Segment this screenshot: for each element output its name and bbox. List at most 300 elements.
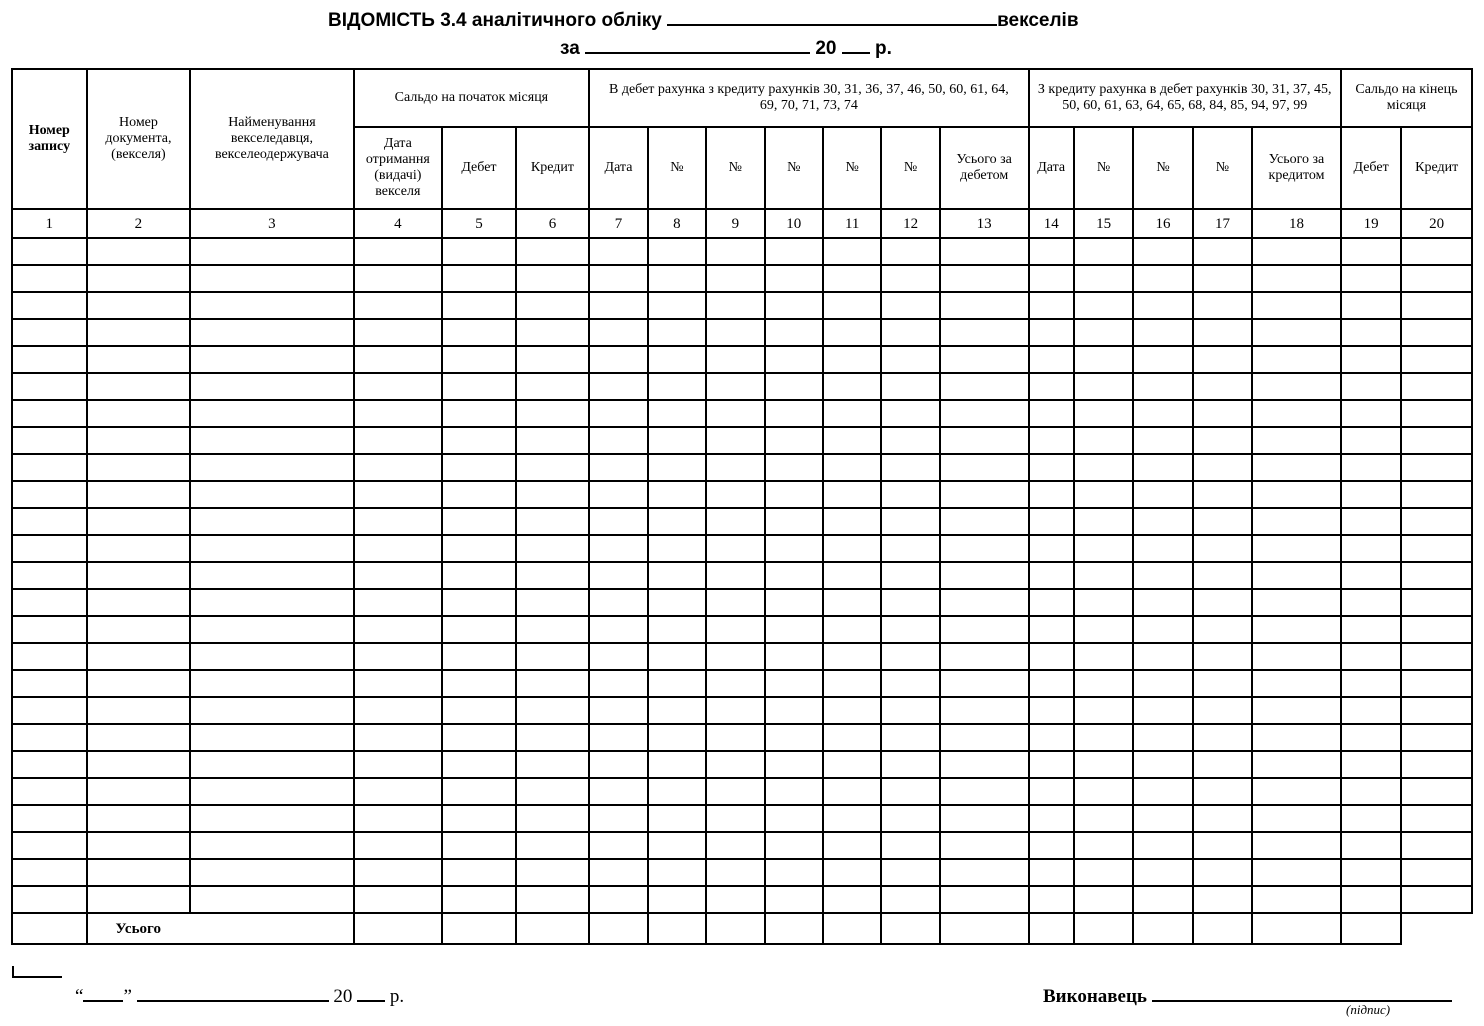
table-cell[interactable] — [516, 346, 590, 373]
table-cell[interactable] — [881, 859, 939, 886]
table-cell[interactable] — [940, 886, 1029, 913]
table-cell[interactable] — [1133, 346, 1192, 373]
table-cell[interactable] — [12, 643, 87, 670]
table-cell[interactable] — [1193, 697, 1252, 724]
table-cell[interactable] — [87, 400, 191, 427]
footer-year-blank[interactable] — [357, 982, 385, 1002]
table-cell[interactable] — [1133, 616, 1192, 643]
table-cell[interactable] — [589, 427, 647, 454]
total-cell[interactable] — [589, 913, 647, 944]
table-cell[interactable] — [1133, 292, 1192, 319]
table-cell[interactable] — [1133, 859, 1192, 886]
table-cell[interactable] — [442, 697, 516, 724]
table-cell[interactable] — [516, 589, 590, 616]
table-cell[interactable] — [516, 778, 590, 805]
table-cell[interactable] — [823, 346, 881, 373]
table-cell[interactable] — [940, 589, 1029, 616]
table-cell[interactable] — [354, 238, 443, 265]
table-cell[interactable] — [881, 265, 939, 292]
table-cell[interactable] — [765, 670, 823, 697]
table-cell[interactable] — [1074, 886, 1133, 913]
table-cell[interactable] — [589, 616, 647, 643]
table-cell[interactable] — [1074, 238, 1133, 265]
table-cell[interactable] — [1074, 400, 1133, 427]
table-cell[interactable] — [354, 346, 443, 373]
account-type-blank[interactable] — [667, 6, 997, 26]
table-cell[interactable] — [1193, 859, 1252, 886]
table-cell[interactable] — [1401, 886, 1472, 913]
table-cell[interactable] — [12, 832, 87, 859]
table-cell[interactable] — [516, 292, 590, 319]
table-cell[interactable] — [12, 859, 87, 886]
table-cell[interactable] — [881, 238, 939, 265]
table-cell[interactable] — [1193, 751, 1252, 778]
table-cell[interactable] — [12, 805, 87, 832]
table-cell[interactable] — [881, 616, 939, 643]
table-cell[interactable] — [823, 292, 881, 319]
table-cell[interactable] — [1193, 481, 1252, 508]
table-cell[interactable] — [190, 616, 353, 643]
table-cell[interactable] — [1341, 508, 1401, 535]
table-cell[interactable] — [190, 346, 353, 373]
table-cell[interactable] — [1401, 292, 1472, 319]
table-cell[interactable] — [1401, 454, 1472, 481]
table-cell[interactable] — [765, 481, 823, 508]
table-cell[interactable] — [12, 724, 87, 751]
table-cell[interactable] — [1252, 238, 1341, 265]
table-cell[interactable] — [1193, 373, 1252, 400]
table-cell[interactable] — [190, 265, 353, 292]
table-cell[interactable] — [1341, 589, 1401, 616]
table-cell[interactable] — [516, 508, 590, 535]
table-cell[interactable] — [1029, 751, 1074, 778]
table-cell[interactable] — [648, 616, 706, 643]
table-cell[interactable] — [354, 832, 443, 859]
table-cell[interactable] — [12, 886, 87, 913]
table-cell[interactable] — [823, 400, 881, 427]
table-cell[interactable] — [1252, 589, 1341, 616]
table-cell[interactable] — [881, 724, 939, 751]
table-cell[interactable] — [12, 697, 87, 724]
table-cell[interactable] — [1252, 319, 1341, 346]
table-cell[interactable] — [1341, 454, 1401, 481]
table-cell[interactable] — [1252, 292, 1341, 319]
table-cell[interactable] — [1029, 643, 1074, 670]
total-cell[interactable] — [940, 913, 1029, 944]
table-cell[interactable] — [1029, 562, 1074, 589]
table-cell[interactable] — [190, 562, 353, 589]
table-cell[interactable] — [87, 535, 191, 562]
table-cell[interactable] — [442, 616, 516, 643]
table-cell[interactable] — [940, 373, 1029, 400]
table-cell[interactable] — [12, 346, 87, 373]
table-cell[interactable] — [940, 481, 1029, 508]
table-cell[interactable] — [442, 265, 516, 292]
table-cell[interactable] — [823, 481, 881, 508]
table-cell[interactable] — [12, 265, 87, 292]
table-cell[interactable] — [12, 454, 87, 481]
table-cell[interactable] — [706, 589, 764, 616]
table-cell[interactable] — [881, 805, 939, 832]
table-cell[interactable] — [1029, 616, 1074, 643]
table-cell[interactable] — [87, 481, 191, 508]
table-cell[interactable] — [516, 562, 590, 589]
table-cell[interactable] — [12, 481, 87, 508]
table-cell[interactable] — [589, 400, 647, 427]
table-cell[interactable] — [823, 238, 881, 265]
table-cell[interactable] — [1029, 454, 1074, 481]
table-cell[interactable] — [881, 319, 939, 346]
table-cell[interactable] — [1074, 805, 1133, 832]
table-cell[interactable] — [1029, 832, 1074, 859]
table-cell[interactable] — [765, 238, 823, 265]
table-cell[interactable] — [648, 481, 706, 508]
table-cell[interactable] — [1341, 724, 1401, 751]
table-cell[interactable] — [648, 373, 706, 400]
table-cell[interactable] — [354, 859, 443, 886]
table-cell[interactable] — [648, 535, 706, 562]
table-cell[interactable] — [823, 886, 881, 913]
table-cell[interactable] — [354, 616, 443, 643]
table-cell[interactable] — [1029, 697, 1074, 724]
table-cell[interactable] — [1133, 697, 1192, 724]
table-cell[interactable] — [823, 643, 881, 670]
table-cell[interactable] — [1133, 373, 1192, 400]
table-cell[interactable] — [1341, 292, 1401, 319]
table-cell[interactable] — [706, 373, 764, 400]
table-cell[interactable] — [940, 562, 1029, 589]
table-cell[interactable] — [516, 859, 590, 886]
table-cell[interactable] — [516, 319, 590, 346]
table-cell[interactable] — [354, 508, 443, 535]
table-cell[interactable] — [87, 751, 191, 778]
table-cell[interactable] — [648, 319, 706, 346]
table-cell[interactable] — [765, 265, 823, 292]
table-cell[interactable] — [1401, 832, 1472, 859]
table-cell[interactable] — [87, 643, 191, 670]
table-cell[interactable] — [1074, 589, 1133, 616]
total-cell[interactable] — [823, 913, 881, 944]
table-cell[interactable] — [589, 562, 647, 589]
table-cell[interactable] — [190, 319, 353, 346]
total-cell[interactable] — [648, 913, 706, 944]
table-cell[interactable] — [442, 238, 516, 265]
table-cell[interactable] — [706, 292, 764, 319]
table-cell[interactable] — [940, 805, 1029, 832]
table-cell[interactable] — [1193, 319, 1252, 346]
table-cell[interactable] — [87, 697, 191, 724]
executor-signature-blank[interactable] — [1152, 982, 1452, 1002]
table-cell[interactable] — [1074, 427, 1133, 454]
table-cell[interactable] — [706, 508, 764, 535]
table-cell[interactable] — [442, 454, 516, 481]
table-cell[interactable] — [765, 616, 823, 643]
table-cell[interactable] — [765, 589, 823, 616]
table-cell[interactable] — [1401, 697, 1472, 724]
table-cell[interactable] — [706, 265, 764, 292]
table-cell[interactable] — [823, 265, 881, 292]
table-cell[interactable] — [442, 373, 516, 400]
table-cell[interactable] — [12, 616, 87, 643]
table-cell[interactable] — [190, 886, 353, 913]
table-cell[interactable] — [1401, 238, 1472, 265]
table-cell[interactable] — [589, 319, 647, 346]
table-cell[interactable] — [1193, 346, 1252, 373]
table-cell[interactable] — [589, 346, 647, 373]
table-cell[interactable] — [354, 265, 443, 292]
table-cell[interactable] — [881, 778, 939, 805]
table-cell[interactable] — [442, 670, 516, 697]
table-cell[interactable] — [442, 481, 516, 508]
table-cell[interactable] — [1252, 805, 1341, 832]
table-cell[interactable] — [442, 832, 516, 859]
table-cell[interactable] — [765, 319, 823, 346]
table-cell[interactable] — [1074, 292, 1133, 319]
table-cell[interactable] — [765, 697, 823, 724]
table-cell[interactable] — [1029, 805, 1074, 832]
table-cell[interactable] — [648, 346, 706, 373]
table-cell[interactable] — [190, 751, 353, 778]
table-cell[interactable] — [1252, 832, 1341, 859]
table-cell[interactable] — [881, 886, 939, 913]
table-cell[interactable] — [190, 400, 353, 427]
table-cell[interactable] — [1133, 319, 1192, 346]
table-cell[interactable] — [823, 751, 881, 778]
table-cell[interactable] — [706, 616, 764, 643]
table-cell[interactable] — [1341, 697, 1401, 724]
table-cell[interactable] — [1029, 481, 1074, 508]
table-cell[interactable] — [190, 589, 353, 616]
table-cell[interactable] — [354, 373, 443, 400]
table-cell[interactable] — [516, 535, 590, 562]
table-cell[interactable] — [589, 697, 647, 724]
table-cell[interactable] — [1252, 535, 1341, 562]
table-cell[interactable] — [516, 805, 590, 832]
table-cell[interactable] — [1193, 832, 1252, 859]
table-cell[interactable] — [1029, 670, 1074, 697]
table-cell[interactable] — [765, 805, 823, 832]
total-cell[interactable] — [1193, 913, 1252, 944]
table-cell[interactable] — [940, 724, 1029, 751]
table-cell[interactable] — [648, 724, 706, 751]
table-cell[interactable] — [940, 778, 1029, 805]
table-cell[interactable] — [1193, 292, 1252, 319]
table-cell[interactable] — [940, 346, 1029, 373]
table-cell[interactable] — [1133, 832, 1192, 859]
table-cell[interactable] — [706, 238, 764, 265]
table-cell[interactable] — [1193, 643, 1252, 670]
table-cell[interactable] — [1133, 400, 1192, 427]
table-cell[interactable] — [881, 643, 939, 670]
table-cell[interactable] — [765, 778, 823, 805]
table-cell[interactable] — [940, 319, 1029, 346]
table-cell[interactable] — [1401, 616, 1472, 643]
table-cell[interactable] — [1029, 508, 1074, 535]
table-cell[interactable] — [706, 751, 764, 778]
table-cell[interactable] — [589, 751, 647, 778]
table-cell[interactable] — [1029, 400, 1074, 427]
table-cell[interactable] — [354, 643, 443, 670]
table-cell[interactable] — [1074, 265, 1133, 292]
table-cell[interactable] — [1252, 481, 1341, 508]
table-cell[interactable] — [442, 562, 516, 589]
table-cell[interactable] — [706, 346, 764, 373]
table-cell[interactable] — [940, 292, 1029, 319]
table-cell[interactable] — [1133, 751, 1192, 778]
table-cell[interactable] — [1074, 373, 1133, 400]
table-cell[interactable] — [87, 427, 191, 454]
table-cell[interactable] — [12, 670, 87, 697]
table-cell[interactable] — [1074, 670, 1133, 697]
table-cell[interactable] — [706, 670, 764, 697]
table-cell[interactable] — [823, 373, 881, 400]
table-cell[interactable] — [823, 454, 881, 481]
table-cell[interactable] — [706, 697, 764, 724]
total-cell[interactable] — [881, 913, 939, 944]
table-cell[interactable] — [1074, 535, 1133, 562]
table-cell[interactable] — [1074, 346, 1133, 373]
table-cell[interactable] — [1133, 481, 1192, 508]
table-cell[interactable] — [87, 832, 191, 859]
table-cell[interactable] — [1252, 697, 1341, 724]
table-cell[interactable] — [442, 535, 516, 562]
table-cell[interactable] — [1341, 373, 1401, 400]
table-cell[interactable] — [940, 697, 1029, 724]
table-cell[interactable] — [1401, 778, 1472, 805]
table-cell[interactable] — [823, 508, 881, 535]
table-cell[interactable] — [648, 589, 706, 616]
table-cell[interactable] — [648, 778, 706, 805]
total-cell[interactable] — [442, 913, 516, 944]
table-cell[interactable] — [354, 670, 443, 697]
table-cell[interactable] — [1133, 238, 1192, 265]
table-cell[interactable] — [1252, 724, 1341, 751]
table-cell[interactable] — [706, 724, 764, 751]
table-cell[interactable] — [881, 508, 939, 535]
table-cell[interactable] — [354, 481, 443, 508]
table-cell[interactable] — [87, 670, 191, 697]
table-cell[interactable] — [190, 427, 353, 454]
table-cell[interactable] — [442, 751, 516, 778]
table-cell[interactable] — [1133, 643, 1192, 670]
table-cell[interactable] — [442, 400, 516, 427]
table-cell[interactable] — [1401, 562, 1472, 589]
table-cell[interactable] — [12, 751, 87, 778]
total-cell[interactable] — [12, 913, 87, 944]
table-cell[interactable] — [1074, 319, 1133, 346]
table-cell[interactable] — [589, 886, 647, 913]
table-cell[interactable] — [706, 643, 764, 670]
table-cell[interactable] — [765, 832, 823, 859]
table-cell[interactable] — [940, 427, 1029, 454]
table-cell[interactable] — [1029, 265, 1074, 292]
table-cell[interactable] — [589, 589, 647, 616]
table-cell[interactable] — [1074, 697, 1133, 724]
table-cell[interactable] — [516, 427, 590, 454]
table-cell[interactable] — [87, 319, 191, 346]
table-cell[interactable] — [881, 427, 939, 454]
table-cell[interactable] — [442, 319, 516, 346]
table-cell[interactable] — [516, 724, 590, 751]
table-cell[interactable] — [1029, 778, 1074, 805]
table-cell[interactable] — [1252, 886, 1341, 913]
table-cell[interactable] — [1341, 859, 1401, 886]
table-cell[interactable] — [12, 319, 87, 346]
table-cell[interactable] — [706, 562, 764, 589]
table-cell[interactable] — [1252, 346, 1341, 373]
table-cell[interactable] — [516, 238, 590, 265]
table-cell[interactable] — [1401, 643, 1472, 670]
table-cell[interactable] — [1341, 616, 1401, 643]
table-cell[interactable] — [516, 886, 590, 913]
table-cell[interactable] — [190, 805, 353, 832]
table-cell[interactable] — [589, 265, 647, 292]
table-cell[interactable] — [442, 886, 516, 913]
table-cell[interactable] — [940, 751, 1029, 778]
table-cell[interactable] — [1341, 670, 1401, 697]
table-cell[interactable] — [87, 589, 191, 616]
table-cell[interactable] — [87, 265, 191, 292]
table-cell[interactable] — [516, 832, 590, 859]
table-cell[interactable] — [1074, 481, 1133, 508]
table-cell[interactable] — [190, 292, 353, 319]
table-cell[interactable] — [940, 400, 1029, 427]
table-cell[interactable] — [765, 751, 823, 778]
table-cell[interactable] — [190, 481, 353, 508]
table-cell[interactable] — [648, 400, 706, 427]
table-cell[interactable] — [765, 724, 823, 751]
table-cell[interactable] — [354, 400, 443, 427]
table-cell[interactable] — [516, 670, 590, 697]
table-cell[interactable] — [1252, 373, 1341, 400]
day-blank[interactable] — [83, 982, 123, 1002]
table-cell[interactable] — [648, 805, 706, 832]
table-cell[interactable] — [190, 724, 353, 751]
table-cell[interactable] — [190, 535, 353, 562]
table-cell[interactable] — [190, 670, 353, 697]
table-cell[interactable] — [706, 427, 764, 454]
table-cell[interactable] — [1401, 400, 1472, 427]
table-cell[interactable] — [12, 508, 87, 535]
table-cell[interactable] — [1252, 400, 1341, 427]
table-cell[interactable] — [190, 454, 353, 481]
table-cell[interactable] — [354, 589, 443, 616]
total-cell[interactable] — [1029, 913, 1074, 944]
table-cell[interactable] — [706, 778, 764, 805]
table-cell[interactable] — [12, 400, 87, 427]
table-cell[interactable] — [190, 238, 353, 265]
table-cell[interactable] — [1252, 778, 1341, 805]
table-cell[interactable] — [87, 886, 191, 913]
table-cell[interactable] — [1193, 427, 1252, 454]
table-cell[interactable] — [1133, 724, 1192, 751]
table-cell[interactable] — [190, 778, 353, 805]
table-cell[interactable] — [823, 319, 881, 346]
table-cell[interactable] — [1029, 373, 1074, 400]
table-cell[interactable] — [648, 427, 706, 454]
table-cell[interactable] — [765, 886, 823, 913]
table-cell[interactable] — [354, 454, 443, 481]
table-cell[interactable] — [442, 805, 516, 832]
table-cell[interactable] — [1401, 319, 1472, 346]
table-cell[interactable] — [940, 616, 1029, 643]
table-cell[interactable] — [589, 859, 647, 886]
table-cell[interactable] — [1133, 670, 1192, 697]
table-cell[interactable] — [354, 292, 443, 319]
table-cell[interactable] — [190, 832, 353, 859]
table-cell[interactable] — [87, 778, 191, 805]
table-cell[interactable] — [706, 832, 764, 859]
